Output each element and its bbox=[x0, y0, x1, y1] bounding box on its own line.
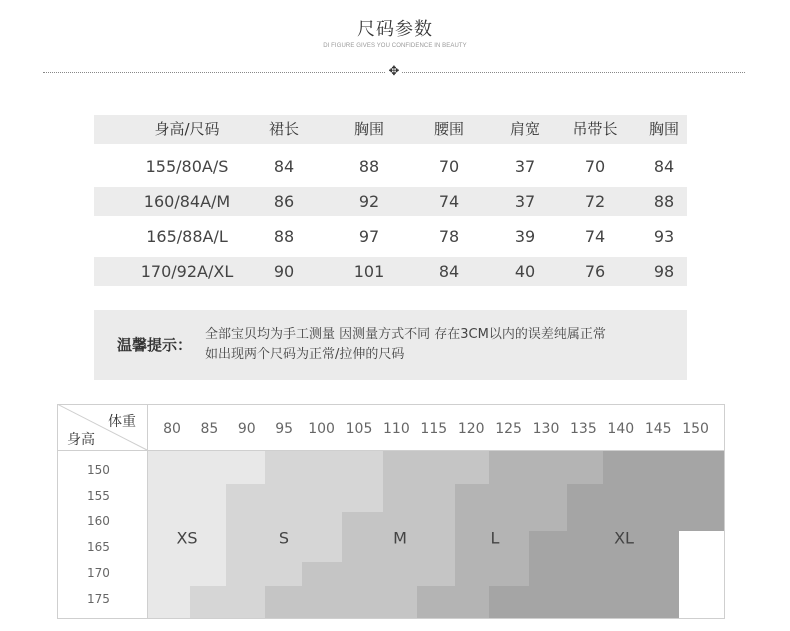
table-row bbox=[94, 222, 687, 251]
weight-tick-label: 90 bbox=[237, 421, 256, 437]
table-row bbox=[94, 257, 687, 286]
table-cell: 93 bbox=[653, 227, 675, 246]
page-title: 尺码参数 bbox=[357, 19, 433, 40]
table-cell: 70 bbox=[438, 157, 460, 176]
table-cell: 78 bbox=[438, 227, 460, 246]
table-cell: 84 bbox=[438, 262, 460, 281]
table-cell: 74 bbox=[438, 192, 460, 211]
column-header: 肩宽 bbox=[509, 120, 540, 138]
weight-tick-label: 110 bbox=[383, 421, 410, 437]
height-tick-label: 155 bbox=[87, 488, 110, 503]
size-label-m: M bbox=[393, 528, 407, 548]
size-label-xs: XS bbox=[176, 528, 198, 548]
weight-tick-label: 115 bbox=[420, 421, 448, 437]
table-cell: 37 bbox=[514, 157, 536, 176]
table-cell: 160/84A/M bbox=[143, 192, 231, 211]
table-cell: 170/92A/XL bbox=[140, 262, 234, 281]
weight-tick-label: 100 bbox=[308, 421, 335, 437]
table-cell: 40 bbox=[514, 262, 536, 281]
tips-label: 温馨提示： bbox=[117, 336, 193, 354]
height-axis-label: 身高 bbox=[67, 432, 95, 448]
weight-axis-label: 体重 bbox=[108, 414, 136, 430]
size-label-l: L bbox=[490, 528, 500, 548]
table-cell: 98 bbox=[653, 262, 675, 281]
table-cell: 88 bbox=[273, 227, 295, 246]
weight-tick-label: 130 bbox=[532, 421, 560, 437]
size-chart bbox=[57, 404, 725, 619]
weight-tick-label: 125 bbox=[495, 421, 522, 437]
weight-tick-label: 85 bbox=[200, 421, 219, 437]
table-cell: 76 bbox=[584, 262, 606, 281]
height-tick-label: 160 bbox=[87, 514, 110, 529]
column-header: 胸围 bbox=[353, 120, 384, 138]
table-cell: 72 bbox=[584, 192, 606, 211]
height-tick-label: 165 bbox=[87, 540, 110, 555]
table-cell: 88 bbox=[358, 157, 380, 176]
height-tick-label: 175 bbox=[87, 591, 110, 606]
weight-tick-label: 80 bbox=[163, 421, 181, 437]
table-cell: 155/80A/S bbox=[145, 157, 229, 176]
size-label-s: S bbox=[278, 528, 290, 548]
weight-tick-label: 105 bbox=[345, 421, 373, 437]
height-tick-label: 170 bbox=[87, 565, 110, 580]
size-label-xl: XL bbox=[614, 528, 634, 548]
table-cell: 165/88A/L bbox=[146, 227, 228, 246]
table-cell: 97 bbox=[358, 227, 380, 246]
weight-tick-label: 95 bbox=[275, 421, 294, 437]
table-cell: 39 bbox=[514, 227, 536, 246]
table-cell: 90 bbox=[273, 262, 295, 281]
page-subtitle: DI FIGURE GIVES YOU CONFIDENCE IN BEAUTY bbox=[323, 43, 467, 49]
column-header: 身高/尺码 bbox=[154, 120, 220, 138]
table-cell: 84 bbox=[653, 157, 675, 176]
table-row bbox=[94, 187, 687, 216]
column-header: 胸围 bbox=[648, 120, 679, 138]
ornament-icon: ✥ bbox=[386, 64, 402, 80]
tips-box bbox=[94, 310, 687, 380]
weight-tick-label: 145 bbox=[644, 421, 672, 437]
table-cell: 88 bbox=[653, 192, 675, 211]
table-cell: 101 bbox=[353, 262, 385, 281]
table-cell: 37 bbox=[514, 192, 536, 211]
tips-text bbox=[205, 325, 606, 365]
header-divider bbox=[57, 450, 725, 451]
column-header: 腰围 bbox=[433, 120, 464, 138]
column-header: 吊带长 bbox=[572, 120, 618, 138]
table-cell: 70 bbox=[584, 157, 606, 176]
weight-tick-label: 140 bbox=[607, 421, 635, 437]
tips-line: 如出现两个尺码为正常/拉伸的尺码 bbox=[205, 347, 405, 362]
weight-tick-label: 150 bbox=[682, 421, 709, 437]
table-cell: 86 bbox=[273, 192, 295, 211]
table-cell: 74 bbox=[584, 227, 606, 246]
column-header: 裙长 bbox=[268, 120, 299, 138]
table-cell: 84 bbox=[273, 157, 295, 176]
weight-tick-label: 135 bbox=[570, 421, 597, 437]
tips-line: 全部宝贝均为手工测量 因测量方式不同 存在3CM以内的误差纯属正常 bbox=[205, 327, 606, 342]
table-cell: 92 bbox=[358, 192, 380, 211]
height-tick-label: 150 bbox=[87, 463, 110, 477]
table-header-row bbox=[94, 115, 687, 144]
weight-tick-label: 120 bbox=[457, 421, 485, 437]
table-row bbox=[94, 152, 687, 181]
